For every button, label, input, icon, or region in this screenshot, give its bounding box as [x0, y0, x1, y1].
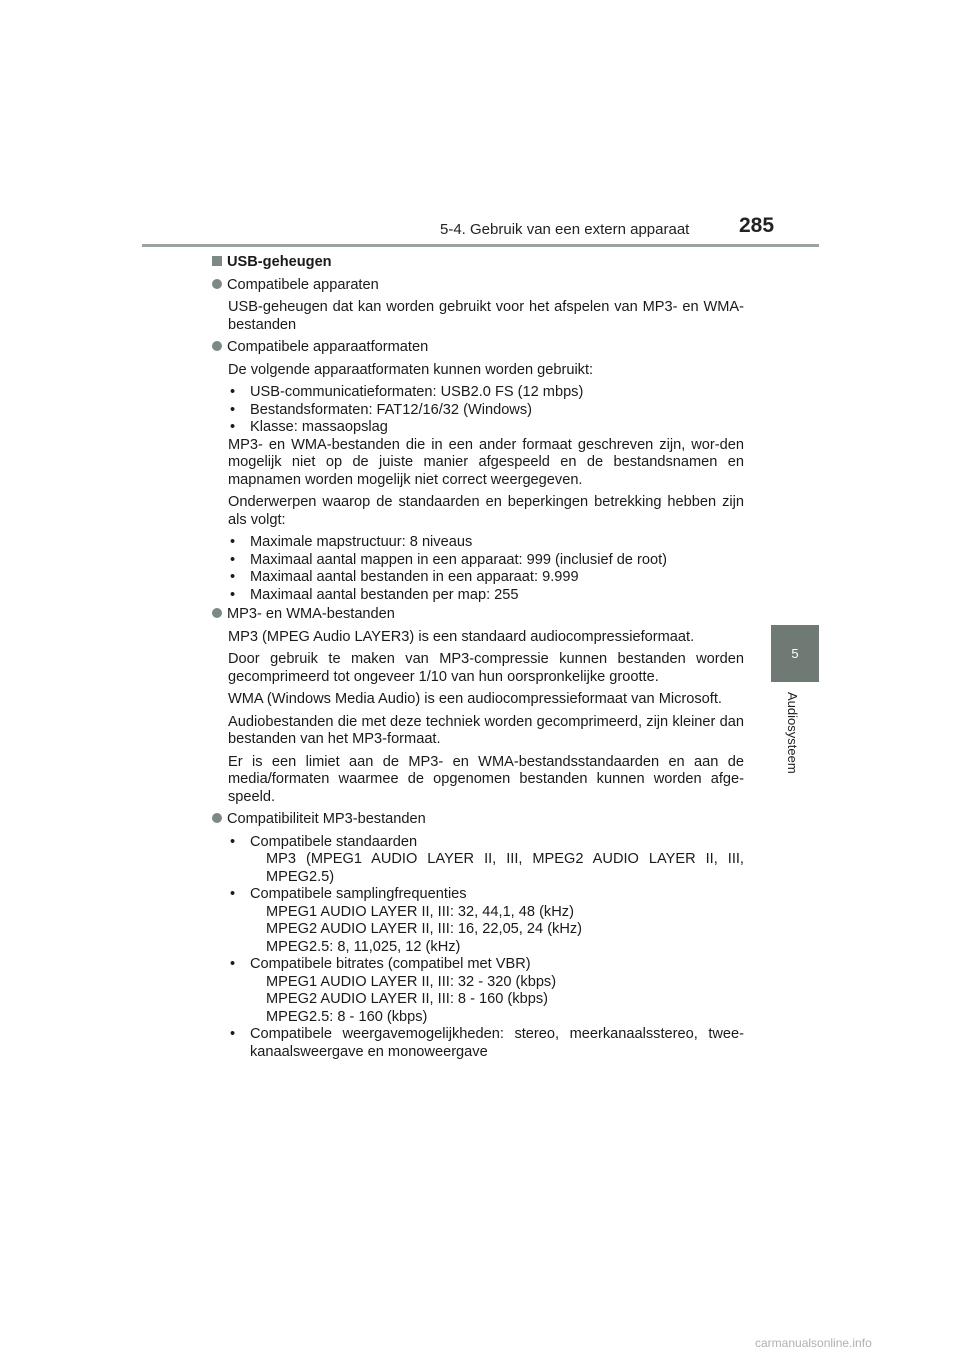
- side-tab-number: 5: [791, 646, 799, 661]
- list-item-detail: MPEG2 AUDIO LAYER II, III: 8 - 160 (kbps): [266, 991, 548, 1007]
- square-bullet-icon: [212, 256, 222, 266]
- subsection-title: MP3- en WMA-bestanden: [212, 606, 744, 624]
- header-rule: [142, 244, 819, 247]
- circle-bullet-icon: [212, 608, 222, 618]
- list-item: • Compatibele weergavemogelijkheden: stereo, meerkanaalsstereo, twee-kanaalsweergave en monoweergave: [230, 1026, 744, 1060]
- list-item: • Maximaal aantal mappen in een apparaat: 999 (inclusief de root): [230, 551, 667, 568]
- list-item-detail: MPEG2 AUDIO LAYER II, III: 16, 22,05, 24 (kHz): [266, 921, 583, 937]
- bullet-list: [212, 384, 744, 437]
- section-heading: USB-geheugen: [212, 254, 744, 272]
- list-item-detail: MPEG1 AUDIO LAYER II, III: 32 - 320 (kbps): [266, 973, 557, 990]
- list-item: • Maximale mapstructuur: 8 niveaus: [230, 534, 473, 550]
- paragraph: Onderwerpen waarop de standaarden en beperkingen betrekking hebben zijn als volgt:: [228, 494, 744, 528]
- list-item-detail: MPEG2.5: 8, 11,025, 12 (kHz): [266, 938, 461, 955]
- bullet-list: [212, 834, 744, 1062]
- paragraph: De volgende apparaatformaten kunnen worden gebruikt:: [228, 361, 594, 378]
- list-item: • Maximaal aantal bestanden in een apparaat: 9.999: [230, 569, 579, 585]
- circle-bullet-icon: [212, 279, 222, 289]
- subsection-title: Compatibiliteit MP3-bestanden: [212, 811, 744, 829]
- side-tab-label: Audiosysteem: [785, 692, 800, 774]
- list-item: • Compatibele bitrates (compatibel met VBR): [230, 956, 531, 972]
- subsection-title: Compatibele apparaten: [212, 277, 744, 295]
- page-number: 285: [739, 214, 775, 237]
- watermark-text: carmanualsonline.info: [755, 1336, 872, 1350]
- list-item-detail: MPEG2.5: 8 - 160 (kbps): [266, 1008, 428, 1025]
- subsection-title: Compatibele apparaatformaten: [212, 339, 744, 357]
- list-item: • Compatibele standaarden: [230, 833, 418, 850]
- paragraph: MP3- en WMA-bestanden die in een ander formaat geschreven zijn, wor-den mogelijk niet op de juiste manier afgespeeld en de bestandsnamen en mapnamen worden mogelijk niet correct weergegeven.: [228, 436, 744, 488]
- circle-bullet-icon: [212, 341, 222, 351]
- list-item-detail: MP3 (MPEG1 AUDIO LAYER II, III, MPEG2 AUDIO LAYER II, III, MPEG2.5): [266, 851, 744, 885]
- paragraph: MP3 (MPEG Audio LAYER3) is een standaard audiocompressieformaat.: [228, 628, 695, 645]
- list-item-detail: MPEG1 AUDIO LAYER II, III: 32, 44,1, 48 (kHz): [266, 903, 574, 920]
- bullet-list: [212, 534, 744, 604]
- list-item: • Compatibele samplingfrequenties: [230, 886, 467, 902]
- circle-bullet-icon: [212, 813, 222, 823]
- paragraph: Er is een limiet aan de MP3- en WMA-bestandsstandaarden en aan de media/formaten waarmee de opgenomen bestanden kunnen worden afge-speeld.: [228, 753, 744, 805]
- paragraph: WMA (Windows Media Audio) is een audiocompressieformaat van Microsoft.: [228, 691, 722, 707]
- side-tab-chapter: [771, 625, 819, 682]
- header-section-title: 5-4. Gebruik van een extern apparaat: [440, 221, 690, 238]
- paragraph: Audiobestanden die met deze techniek worden gecomprimeerd, zijn kleiner dan bestanden van het MP3-formaat.: [228, 713, 744, 747]
- list-item: • Bestandsformaten: FAT12/16/32 (Windows): [230, 401, 533, 418]
- list-item: • Maximaal aantal bestanden per map: 255: [230, 586, 519, 603]
- list-item: • USB-communicatieformaten: USB2.0 FS (12 mbps): [230, 384, 584, 400]
- paragraph: Door gebruik te maken van MP3-compressie kunnen bestanden worden gecomprimeerd tot ongeveer 1/10 van hun oorspronkelijke grootte.: [228, 651, 744, 685]
- paragraph: USB-geheugen dat kan worden gebruikt voor het afspelen van MP3- en WMA-bestanden: [228, 299, 744, 333]
- page-content: [212, 254, 744, 1061]
- list-item: • Klasse: massaopslag: [230, 419, 388, 435]
